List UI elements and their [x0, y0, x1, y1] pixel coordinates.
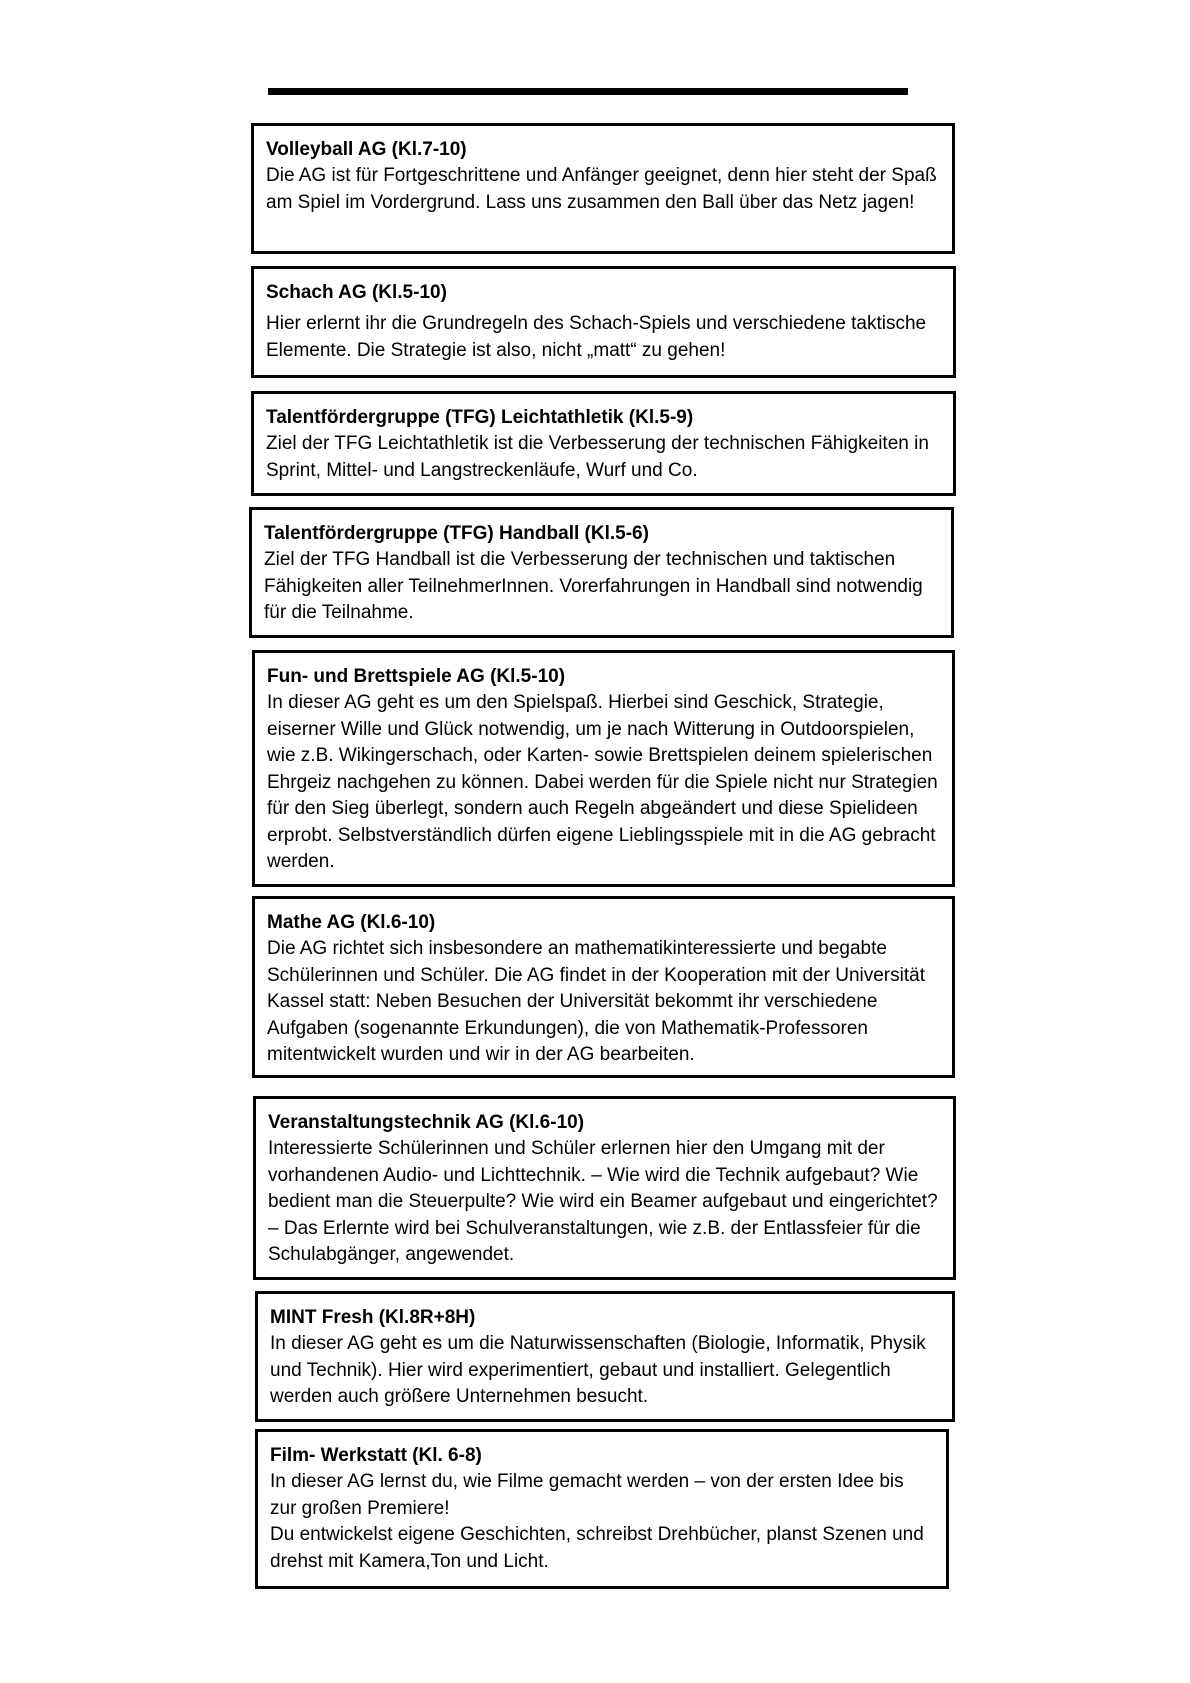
- ag-title: Talentfördergruppe (TFG) Handball (Kl.5-6): [264, 523, 649, 544]
- ag-card-veranstaltungstechnik: [253, 1096, 956, 1280]
- ag-card-fun-brettspiele: [252, 650, 955, 887]
- ag-title: Veranstaltungstechnik AG (Kl.6-10): [268, 1112, 585, 1133]
- ag-card-tfg-handball: [249, 507, 954, 638]
- ag-description: In dieser AG lernst du, wie Filme gemacht werden – von der ersten Idee bis zur großen Premiere!: [270, 1471, 904, 1519]
- ag-title: Schach AG (Kl.5-10): [266, 282, 447, 303]
- ag-description: Du entwickelst eigene Geschichten, schreibst Drehbücher, planst Szenen und drehst mit Kamera,Ton und Licht.: [270, 1524, 924, 1572]
- ag-card-schach: [251, 266, 956, 378]
- ag-description: In dieser AG geht es um den Spielspaß. Hierbei sind Geschick, Strategie, eiserner Wille und Glück notwendig, um je nach Witterung in Outdoorspielen, wie z.B. Wikingerschach, oder Karten- sowie Brettspielen deinem spielerischen Ehrgeiz nachgehen zu können. Dabei werden für die Spiele nicht nur Strategien für den Sieg überlegt, sondern auch Regeln abgeändert und diese Spielideen erprobt. Selbstverständlich dürfen eigene Lieblingsspiele mit in die AG gebracht werden.: [267, 692, 938, 872]
- ag-description: Ziel der TFG Leichtathletik ist die Verbesserung der technischen Fähigkeiten in Sprint, Mittel- und Langstreckenläufe, Wurf und Co.: [266, 433, 929, 481]
- ag-card-volleyball: [251, 123, 955, 254]
- ag-title: Volleyball AG (Kl.7-10): [266, 139, 467, 160]
- top-divider: [268, 88, 908, 95]
- ag-description: Hier erlernt ihr die Grundregeln des Schach-Spiels und verschiedene taktische Elemente. Die Strategie ist also, nicht „matt“ zu gehen!: [266, 313, 927, 361]
- ag-description: Die AG richtet sich insbesondere an mathematikinteressierte und begabte Schülerinnen und Schüler. Die AG findet in der Kooperation mit der Universität Kassel statt: Neben Besuchen der Universität bekommt ihr verschiedene Aufgaben (sogenannte Erkundungen), die von Mathematik-Professoren mitentwickelt wurden und wir in der AG bearbeiten.: [267, 938, 925, 1065]
- ag-title: Film- Werkstatt (Kl. 6-8): [270, 1445, 482, 1466]
- ag-description: Interessierte Schülerinnen und Schüler erlernen hier den Umgang mit der vorhandenen Audio- und Lichttechnik. – Wie wird die Technik aufgebaut? Wie bedient man die Steuerpulte? Wie wird ein Beamer aufgebaut und eingerichtet? – Das Erlernte wird bei Schulveranstaltungen, wie z.B. der Entlassfeier für die Schulabgänger, angewendet.: [268, 1138, 938, 1265]
- ag-title: Mathe AG (Kl.6-10): [267, 912, 436, 933]
- ag-description: Die AG ist für Fortgeschrittene und Anfänger geeignet, denn hier steht der Spaß am Spiel im Vordergrund. Lass uns zusammen den Ball über das Netz jagen!: [266, 165, 937, 213]
- ag-card-film-werkstatt: [255, 1429, 949, 1589]
- ag-description: Ziel der TFG Handball ist die Verbesserung der technischen und taktischen Fähigkeiten aller TeilnehmerInnen. Vorerfahrungen in Handball sind notwendig für die Teilnahme.: [264, 549, 923, 623]
- ag-title: Fun- und Brettspiele AG (Kl.5-10): [267, 666, 566, 687]
- ag-card-tfg-leichtathletik: [251, 391, 956, 496]
- ag-title: Talentfördergruppe (TFG) Leichtathletik (Kl.5-9): [266, 407, 694, 428]
- ag-card-mathe: [252, 896, 955, 1078]
- ag-card-mint-fresh: [255, 1291, 955, 1422]
- ag-title: MINT Fresh (Kl.8R+8H): [270, 1307, 476, 1328]
- ag-description: In dieser AG geht es um die Naturwissenschaften (Biologie, Informatik, Physik und Technik). Hier wird experimentiert, gebaut und installiert. Gelegentlich werden auch größere Unternehmen besucht.: [270, 1333, 926, 1407]
